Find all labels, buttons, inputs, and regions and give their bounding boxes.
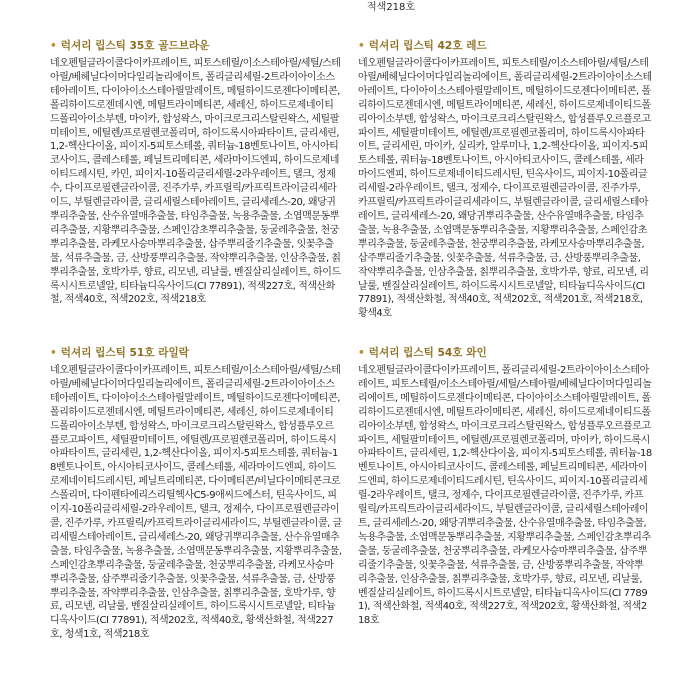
ingredient-list: 네오펜틸글라이콜다이카프레이트, 피토스테릴/이소스테아릴/세틸/스테아릴/베헤닐다이머다일리놀리에이트, 폴리글리세릴-2트라이아이소스테아레이트, 다이아이소스테아릴말레이트, 메틸하이드로젠다이메티콘, 폴리하이드로젠데시엔, 메틸트라이메티콘, 세레신, 하이드로제네이티드폴리아이소부텐, 합성왁스, 마이크로크리스탈린왁스, 합성플루오르플로고파이트, 세틸팔미테이트, 에틸렌/프로필렌코폴리머, 하이드록시아파타이트, 글리세린, 마이카, 실리카, 알루미나, 1,2-헥산다이올, 피이지-5피토스테롤, 쿼터늄-18벤토나이트, 아시아티코사이드, 콜레스테롤, 세라마이드엔피, 하이드로제네이티드레시틴, 틴옥사이드, 피이지-10폴리글리세릴-2라우레이트, 탤크, 정제수, 다이프로필렌글라이콜, 진주가루, 카프릴릭/카프릭트라이글리세라이드, 부틸렌글라이콜, 글리세릴스테아레이트, 글리세레스-20, 왜당귀뿌리추출물, 산수유열매추출물, 타임추출물, 녹용추출물, 소엽맥문동뿌리추출물, 지황뿌리추출물, 스페인감초뿌리추출물, 둥굴레추출물, 천궁뿌리추출물, 라케모사승마뿌리추출물, 삽주뿌리줄기추출물, 잇꽃추출물, 석류추출물, 금, 산방풍뿌리추출물, 작약뿌리추출물, 인삼추출물, 칡뿌리추출물, 호박가루, 향료, 리모넨, 리날룰, 벤질살리실레이트, 하이드록시시트로넬알, 티타늄디옥사이드(CI 77891), 적색산화철, 적색40호, 적색202호, 적색201호, 적색218호, 황색4호 [358,58,652,320]
product-35-gold-brown [50,38,342,307]
bullet-icon: • [50,40,57,52]
product-title [50,38,342,54]
bullet-icon: • [358,40,365,52]
product-51-lilac [50,345,342,642]
product-54-wine [358,345,652,628]
product-42-red [358,38,652,321]
ingredient-list: 네오펜틸글라이콜다이카프레이트, 피토스테릴/이소스테아릴/세틸/스테아릴/베헤닐다이머다일리놀리에이트, 폴리글리세릴-2트라이아이소스테아레이트, 다이아이소스테아릴말레이트, 메틸하이드로젠다이메티콘, 폴리하이드로젠데시엔, 메틸트라이메티콘, 세레신, 하이드로제네이티드폴리아이소부텐, 합성왁스, 마이크로크리스탈린왁스, 합성플루오르플로고파이트, 세틸팔미테이트, 에틸렌/프로필렌코폴리머, 하이드록시아파타이트, 글리세린, 1,2-헥산다이올, 피이지-5피토스테롤, 쿼터늄-18벤토나이트, 아시아티코사이드, 콜레스테롤, 세라마이드엔피, 하이드로제네이티드레시틴, 페닐트리메티콘, 다이메티콘/비닐다이메티콘크로스폴리머, 다이펜타에리스리틸헥사C5-9애씨드에스터, 틴옥사이드, 피이지-10폴리글리세릴-2라우레이트, 탤크, 정제수, 다이프로필렌글라이콜, 진주가루, 카프릴릭/카프릭트라이글리세라이드, 부틸렌글라이콜, 글리세릴스테아레이트, 글리세레스-20, 왜당귀뿌리추출물, 산수유열매추출물, 타임추출물, 녹용추출물, 소엽맥문동뿌리추출물, 지황뿌리추출물, 스페인감초뿌리추출물, 둥굴레추출물, 천궁뿌리추출물, 라케모사승마뿌리추출물, 삽주뿌리줄기추출물, 잇꽃추출물, 석류추출물, 금, 산방풍뿌리추출물, 작약뿌리추출물, 인삼추출물, 칡뿌리추출물, 호박가루, 향료, 리모넨, 리날룰, 벤질살리실레이트, 하이드록시시트로넬알, 티타늄디옥사이드(CI 77891), 적색202호, 적색40호, 황색산화철, 적색227호, 청색1호, 적색218호 [50,365,342,641]
product-title-text: 럭셔리 립스틱 54호 와인 [368,347,487,359]
product-title-text: 럭셔리 립스틱 51호 라일락 [60,347,189,359]
bullet-icon: • [50,347,57,359]
product-title-text: 럭셔리 립스틱 35호 골드브라운 [60,40,210,52]
ingredient-list: 네오펜틸글라이콜다이카프레이트, 폴리글리세릴-2트라이아이소스테아레이트, 피토스테릴/이소스테아릴/세틸/스테아릴/베헤닐다이머다일리놀리에이트, 메틸하이드로젠다이메티콘, 다이아이소스테아릴말레이트, 폴리하이드로젠데시엔, 메틸트라이메티콘, 세레신, 하이드로제네이티드폴리아이소부텐, 합성왁스, 마이크로크리스탈린왁스, 합성플루오르플로고파이트, 세틸팔미테이트, 에틸렌/프로필렌코폴리머, 마이카, 하이드록시아파타이트, 글리세린, 1,2-헥산다이올, 피이지-5피토스테롤, 쿼터늄-18벤토나이트, 아시아티코사이드, 콜레스테롤, 페닐트리메티콘, 세라마이드엔피, 하이드로제네이티드레시틴, 틴옥사이드, 피이지-10폴리글리세릴-2라우레이트, 탤크, 정제수, 다이프로필렌글라이콜, 진주가루, 카프릴릭/카프릭트라이글리세라이드, 부틸렌글라이콜, 글리세릴스테아레이트, 글리세레스-20, 왜당귀뿌리추출물, 산수유열매추출물, 타임추출물, 녹용추출물, 소엽맥문동뿌리추출물, 지황뿌리추출물, 스페인감초뿌리추출물, 둥굴레추출물, 천궁뿌리추출물, 라케모사승마뿌리추출물, 삽주뿌리줄기추출물, 잇꽃추출물, 석류추출물, 금, 산방풍뿌리추출물, 작약뿌리추출물, 인삼추출물, 칡뿌리추출물, 호박가루, 향료, 리모넨, 리날룰, 벤질살리실레이트, 하이드록시시트로넬알, 티타늄디옥사이드(CI 77891), 적색산화철, 적색40호, 적색227호, 적색202호, 황색산화철, 적색218호 [358,365,652,627]
product-title [50,345,342,361]
product-title-text: 럭셔리 립스틱 42호 레드 [368,40,487,52]
ingredient-list: 네오펜틸글라이콜다이카프레이트, 피토스테릴/이소스테아릴/세틸/스테아릴/베헤닐다이머다일리놀리에이트, 폴리글리세릴-2트라이아이소스테아레이트, 다이아이소스테아릴말레이트, 메틸하이드로젠다이메티콘, 폴리하이드로젠데시엔, 메틸트라이메티콘, 세레신, 하이드로제네이티드폴리아이소부텐, 마이카, 합성왁스, 마이크로크리스탈린왁스, 세틸팔미테이트, 에틸렌/프로필렌코폴리머, 하이드록시아파타이트, 글리세린, 1,2-헥산다이올, 피이지-5피토스테롤, 쿼터늄-18벤토나이트, 아시아티코사이드, 콜레스테롤, 페닐트리메티콘, 세라마이드엔피, 하이드로제네이티드레시틴, 카민, 피이지-10폴리글리세릴-2라우레이트, 탤크, 정제수, 다이프로필렌글라이콜, 진주가루, 카프릴릭/카프릭트라이글리세라이드, 부틸렌글라이콜, 글리세릴스테아레이트, 글리세레스-20, 왜당귀뿌리추출물, 산수유열매추출물, 타임추출물, 녹용추출물, 소엽맥문동뿌리추출물, 지황뿌리추출물, 스페인감초뿌리추출물, 둥굴레추출물, 천궁뿌리추출물, 라케모사승마뿌리추출물, 삽주뿌리줄기추출물, 잇꽃추출물, 석류추출물, 금, 산방풍뿌리추출물, 작약뿌리추출물, 인삼추출물, 칡뿌리추출물, 호박가루, 향료, 리모넨, 리날룰, 벤질살리실레이트, 하이드록시시트로넬알, 티타늄디옥사이드(CI 77891), 적색227호, 적색산화철, 적색40호, 적색202호, 적색218호 [50,58,341,306]
product-title [358,38,652,54]
product-title [358,345,652,361]
bullet-icon: • [358,347,365,359]
cut-off-text-right: 적색218호 [367,2,416,13]
